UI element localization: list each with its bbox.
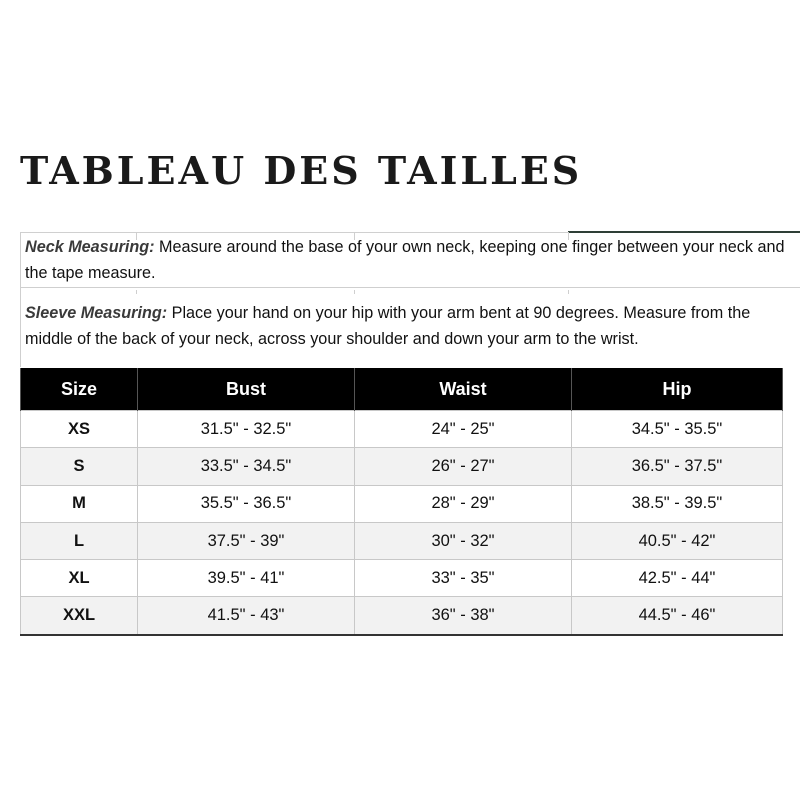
hip-cell: 42.5" - 44" — [572, 560, 783, 597]
divider — [568, 231, 800, 233]
page-title: TABLEAU DES TAILLES — [20, 148, 583, 193]
size-cell: XL — [21, 560, 138, 597]
size-cell: XXL — [21, 597, 138, 635]
bust-cell: 33.5" - 34.5" — [138, 448, 355, 485]
column-header-size: Size — [21, 368, 138, 411]
hip-cell: 38.5" - 39.5" — [572, 485, 783, 522]
note-label: Sleeve Measuring: — [25, 304, 168, 322]
bust-cell: 41.5" - 43" — [138, 597, 355, 635]
column-header-bust: Bust — [138, 368, 355, 411]
size-cell: XS — [21, 411, 138, 448]
waist-cell: 26" - 27" — [355, 448, 572, 485]
hip-cell: 40.5" - 42" — [572, 522, 783, 559]
waist-cell: 36" - 38" — [355, 597, 572, 635]
size-cell: M — [21, 485, 138, 522]
hip-cell: 44.5" - 46" — [572, 597, 783, 635]
waist-cell: 24" - 25" — [355, 411, 572, 448]
bust-cell: 35.5" - 36.5" — [138, 485, 355, 522]
waist-cell: 30" - 32" — [355, 522, 572, 559]
divider — [136, 290, 137, 294]
bust-cell: 37.5" - 39" — [138, 522, 355, 559]
column-header-waist: Waist — [355, 368, 572, 411]
note-text: Measure around the base of your own neck, keeping one finger between your neck and the tape measure. — [25, 238, 785, 282]
neck-measuring-note — [20, 234, 800, 286]
size-chart-table — [20, 368, 783, 636]
divider — [568, 290, 569, 294]
size-cell: S — [21, 448, 138, 485]
note-label: Neck Measuring: — [25, 238, 155, 256]
table-row — [21, 560, 783, 597]
divider — [20, 287, 800, 288]
note-text: Place your hand on your hip with your arm bent at 90 degrees. Measure from the middle of the back of your neck, across your shoulder and down your arm to the wrist. — [25, 304, 751, 348]
table-row — [21, 597, 783, 635]
size-cell: L — [21, 522, 138, 559]
divider — [354, 290, 355, 294]
sleeve-measuring-note — [20, 300, 800, 352]
hip-cell: 36.5" - 37.5" — [572, 448, 783, 485]
waist-cell: 28" - 29" — [355, 485, 572, 522]
table-row — [21, 448, 783, 485]
bust-cell: 39.5" - 41" — [138, 560, 355, 597]
bust-cell: 31.5" - 32.5" — [138, 411, 355, 448]
column-header-hip: Hip — [572, 368, 783, 411]
table-header-row — [21, 368, 783, 411]
table-row — [21, 522, 783, 559]
table-row — [21, 411, 783, 448]
table-row — [21, 485, 783, 522]
hip-cell: 34.5" - 35.5" — [572, 411, 783, 448]
waist-cell: 33" - 35" — [355, 560, 572, 597]
